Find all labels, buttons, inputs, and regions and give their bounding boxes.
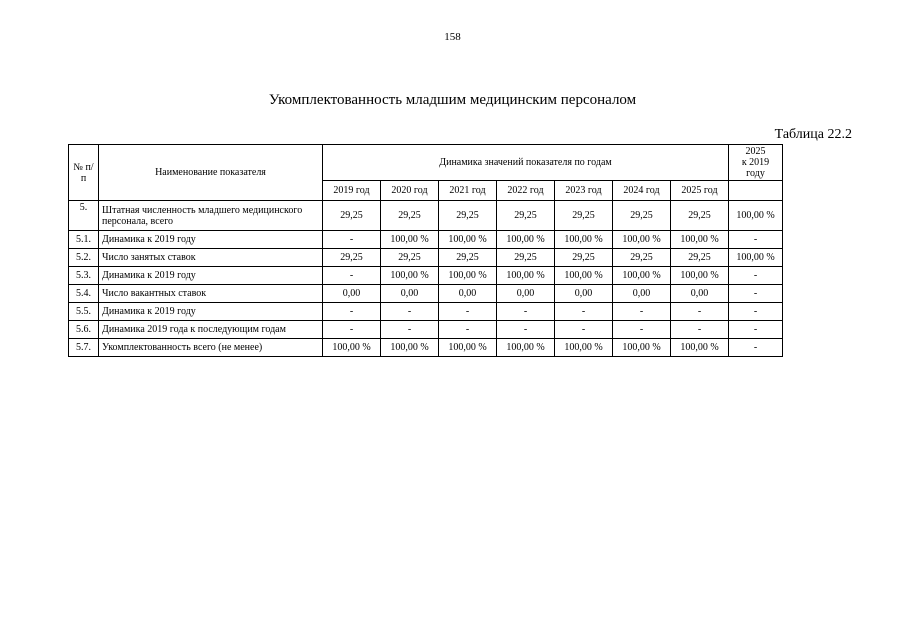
header-year: 2024 год — [613, 181, 671, 201]
year-value-cell: - — [671, 303, 729, 321]
table-row — [69, 249, 783, 267]
page-number: 158 — [444, 31, 461, 43]
year-value-cell: 0,00 — [381, 285, 439, 303]
table-row — [69, 285, 783, 303]
header-2025-subtitle: к 2019 году — [741, 157, 770, 179]
ratio-2025-cell: 100,00 % — [729, 201, 783, 231]
header-number: № п/п — [69, 145, 99, 201]
header-dynamics: Динамика значений показателя по годам — [323, 145, 729, 181]
year-value-cell: 29,25 — [497, 249, 555, 267]
year-value-cell: 0,00 — [497, 285, 555, 303]
header-year: 2023 год — [555, 181, 613, 201]
year-value-cell: - — [497, 303, 555, 321]
ratio-2025-cell: 100,00 % — [729, 249, 783, 267]
row-number: 5.6. — [69, 321, 99, 339]
ratio-2025-cell: - — [729, 285, 783, 303]
header-2025-year: 2025 — [745, 146, 766, 157]
row-number: 5.4. — [69, 285, 99, 303]
year-value-cell: 100,00 % — [381, 231, 439, 249]
year-value-cell: 29,25 — [439, 201, 497, 231]
row-number: 5.3. — [69, 267, 99, 285]
row-indicator-name: Штатная численность младшего медицинского персонала, всего — [99, 201, 323, 231]
year-value-cell: 100,00 % — [497, 339, 555, 357]
year-value-cell: - — [381, 321, 439, 339]
table-row — [69, 201, 783, 231]
header-year: 2021 год — [439, 181, 497, 201]
year-value-cell: 100,00 % — [555, 339, 613, 357]
header-2025-vs-2019 — [729, 145, 783, 181]
row-indicator-name: Динамика к 2019 году — [99, 267, 323, 285]
year-value-cell: - — [555, 303, 613, 321]
ratio-2025-cell: - — [729, 267, 783, 285]
year-value-cell: 29,25 — [439, 249, 497, 267]
ratio-2025-cell: - — [729, 321, 783, 339]
table-label: Таблица 22.2 — [774, 127, 852, 142]
year-value-cell: 0,00 — [613, 285, 671, 303]
row-indicator-name: Число занятых ставок — [99, 249, 323, 267]
year-value-cell: - — [439, 303, 497, 321]
year-value-cell: 29,25 — [381, 249, 439, 267]
row-indicator-name: Укомплектованность всего (не менее) — [99, 339, 323, 357]
year-value-cell: 100,00 % — [555, 231, 613, 249]
ratio-2025-cell: - — [729, 231, 783, 249]
year-value-cell: - — [555, 321, 613, 339]
year-value-cell: 100,00 % — [555, 267, 613, 285]
ratio-2025-cell: - — [729, 339, 783, 357]
year-value-cell: 100,00 % — [323, 339, 381, 357]
row-number: 5.7. — [69, 339, 99, 357]
year-value-cell: 29,25 — [323, 249, 381, 267]
year-value-cell: - — [613, 321, 671, 339]
year-value-cell: - — [497, 321, 555, 339]
table-row — [69, 231, 783, 249]
year-value-cell: 0,00 — [323, 285, 381, 303]
table-body — [69, 201, 783, 357]
table-row — [69, 339, 783, 357]
ratio-2025-cell: - — [729, 303, 783, 321]
row-number: 5.5. — [69, 303, 99, 321]
year-value-cell: 29,25 — [613, 249, 671, 267]
year-value-cell: 100,00 % — [671, 267, 729, 285]
row-indicator-name: Динамика к 2019 году — [99, 303, 323, 321]
year-value-cell: - — [439, 321, 497, 339]
header-year: 2022 год — [497, 181, 555, 201]
row-number: 5.1. — [69, 231, 99, 249]
year-value-cell: 29,25 — [555, 201, 613, 231]
year-value-cell: 100,00 % — [439, 231, 497, 249]
year-value-cell: 100,00 % — [497, 267, 555, 285]
staffing-table — [68, 144, 783, 357]
year-value-cell: 29,25 — [671, 201, 729, 231]
row-indicator-name: Число вакантных ставок — [99, 285, 323, 303]
year-value-cell: 29,25 — [671, 249, 729, 267]
document-title: Укомплектованность младшим медицинским персоналом — [268, 92, 637, 108]
table-row — [69, 321, 783, 339]
year-value-cell: - — [323, 267, 381, 285]
year-value-cell: 0,00 — [439, 285, 497, 303]
year-value-cell: 100,00 % — [497, 231, 555, 249]
year-value-cell: 29,25 — [323, 201, 381, 231]
header-year: 2025 год — [671, 181, 729, 201]
table-row — [69, 303, 783, 321]
header-year: 2020 год — [381, 181, 439, 201]
year-value-cell: 100,00 % — [381, 267, 439, 285]
year-value-cell: - — [323, 321, 381, 339]
year-value-cell: 100,00 % — [439, 267, 497, 285]
row-indicator-name: Динамика к 2019 году — [99, 231, 323, 249]
year-value-cell: - — [381, 303, 439, 321]
year-value-cell: 100,00 % — [613, 267, 671, 285]
year-value-cell: 100,00 % — [381, 339, 439, 357]
year-value-cell: 100,00 % — [613, 231, 671, 249]
year-value-cell: - — [671, 321, 729, 339]
year-value-cell: 0,00 — [671, 285, 729, 303]
header-empty-cell — [729, 181, 783, 201]
year-value-cell: - — [323, 231, 381, 249]
row-indicator-name: Динамика 2019 года к последующим годам — [99, 321, 323, 339]
year-value-cell: 29,25 — [497, 201, 555, 231]
year-value-cell: - — [323, 303, 381, 321]
table-row — [69, 267, 783, 285]
year-value-cell: 29,25 — [555, 249, 613, 267]
header-year: 2019 год — [323, 181, 381, 201]
row-number: 5.2. — [69, 249, 99, 267]
header-indicator-name: Наименование показателя — [99, 145, 323, 201]
year-value-cell: - — [613, 303, 671, 321]
year-value-cell: 100,00 % — [671, 231, 729, 249]
row-number: 5. — [69, 201, 99, 231]
year-value-cell: 100,00 % — [671, 339, 729, 357]
year-value-cell: 29,25 — [381, 201, 439, 231]
year-value-cell: 0,00 — [555, 285, 613, 303]
year-value-cell: 100,00 % — [613, 339, 671, 357]
year-value-cell: 100,00 % — [439, 339, 497, 357]
year-value-cell: 29,25 — [613, 201, 671, 231]
